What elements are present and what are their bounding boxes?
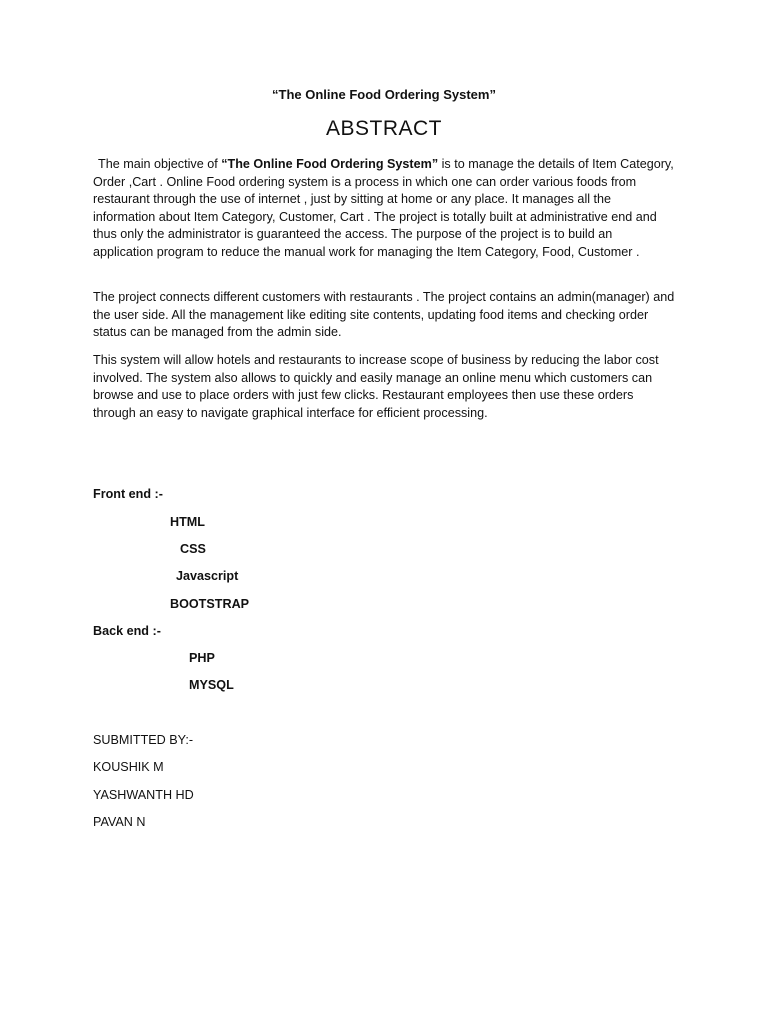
abstract-paragraph-2: The project connects different customers with restaurants . The project contains an admin(manager) and the user side. All the management like editing site contents, updating food items and checking order status can be managed from the admin side. (93, 290, 675, 340)
document-title: “The Online Food Ordering System” (272, 87, 496, 102)
back-end-label: Back end :- (93, 624, 161, 638)
submitter-name: PAVAN N (93, 815, 146, 829)
submitter-name: YASHWANTH HD (93, 788, 194, 802)
back-end-item-mysql: MYSQL (189, 678, 234, 692)
abstract-paragraph-3: This system will allow hotels and restaurants to increase scope of business by reducing the labor cost involved. The system also allows to quickly and easily manage an online menu which customers can browse and use to place orders with just few clicks. Restaurant employees then use these orders through an easy to navigate graphical interface for efficient processing. (93, 353, 659, 420)
front-end-item-javascript: Javascript (176, 569, 239, 583)
paragraph-1-intro: The main objective of (98, 157, 222, 171)
submitter-name: KOUSHIK M (93, 760, 164, 774)
abstract-heading: ABSTRACT (325, 117, 442, 140)
paragraph-1-body: is to manage the details of Item Category, Order ,Cart . Online Food ordering system is a process in which one can order various foods from restaurant through the use of internet , just by sitting at home or any place. It manages all the information about Item Category, Customer, Cart . The project is totally built at administrative end and thus only the administrator is guaranteed the access. The purpose of the project is to build an application program to reduce the manual work for managing the Item Category, Food, Customer . (93, 157, 674, 259)
front-end-item-bootstrap: BOOTSTRAP (170, 597, 250, 611)
submitted-by-label: SUBMITTED BY:- (93, 733, 194, 747)
paragraph-1-project-name: “The Online Food Ordering System” (221, 157, 439, 171)
front-end-item-css: CSS (180, 542, 206, 556)
front-end-label: Front end :- (93, 487, 163, 501)
back-end-item-php: PHP (189, 651, 215, 665)
abstract-paragraph-1 (93, 156, 675, 262)
front-end-item-html: HTML (170, 515, 205, 529)
